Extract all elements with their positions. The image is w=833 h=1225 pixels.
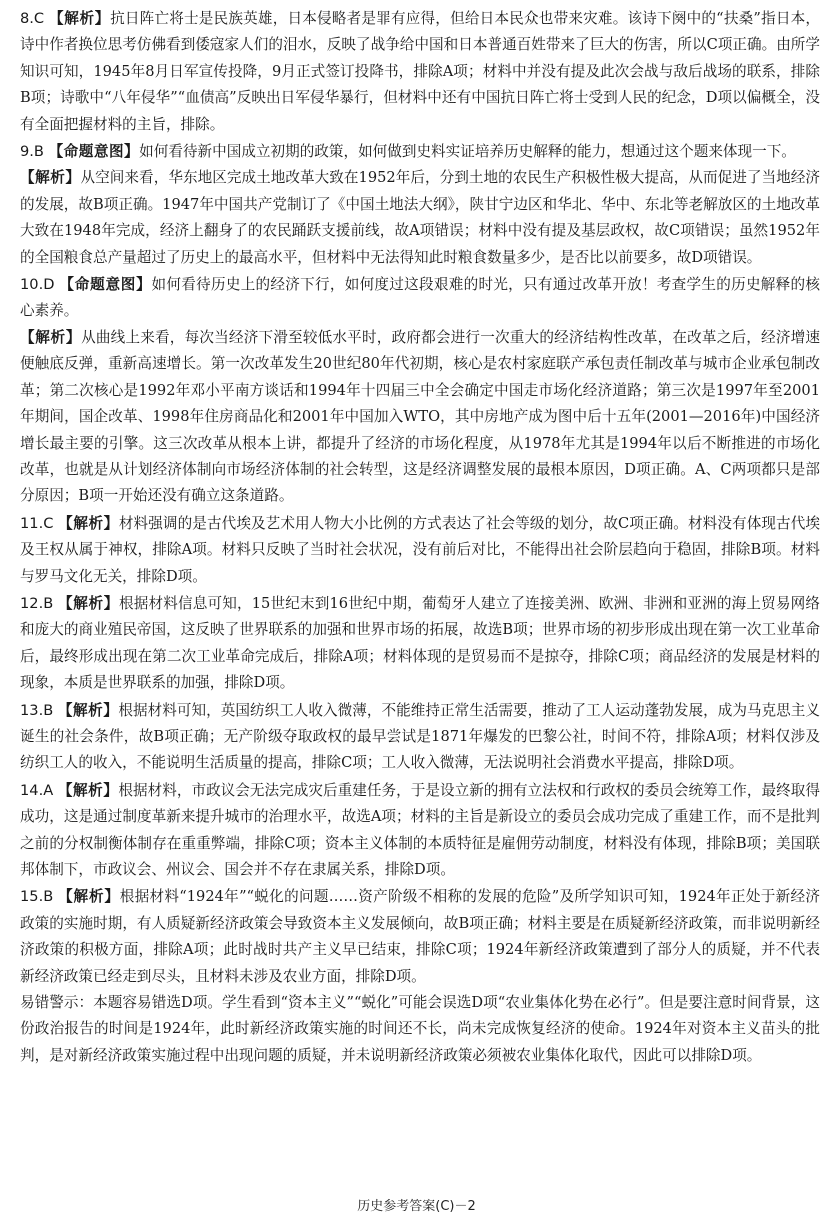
- intent-tag: 【命题意图】: [48, 143, 140, 161]
- answer-number: 9.B: [20, 143, 44, 161]
- analysis-tag: 【解析】: [58, 514, 119, 532]
- analysis-tag: 【解析】: [57, 701, 119, 719]
- analysis-tag: 【解析】: [57, 781, 119, 799]
- error-warning: 易错警示：本题容易错选D项。学生看到“资本主义”“蜕化”可能会误选D项“农业集体化势在必行”。但是要注意时间背景，这份政治报告的时间是1924年，此时新经济政策实施的时间还不长，尚未完成恢复经济的使命。1924年对资本主义苗头的批判，是对新经济政策实施过程中出现问题的质疑，并未说明新经济政策必须被农业集体化取代，因此可以排除D项。: [20, 994, 820, 1064]
- answer-text: 如何看待历史上的经济下行，如何度过这段艰难的时光，只有通过改革开放！考查学生的历史解释的核心素养。: [20, 276, 820, 320]
- answer-number: 15.B: [20, 888, 54, 906]
- answer-item-12: [20, 591, 820, 697]
- answer-text: 如何看待新中国成立初期的政策，如何做到史料实证培养历史解释的能力，想通过这个题来体现一下。: [139, 143, 796, 161]
- analysis-tag: 【解析】: [20, 169, 81, 187]
- answer-number: 13.B: [20, 701, 54, 719]
- answer-text: 根据材料，市政议会无法完成灾后重建任务，于是设立新的拥有立法权和行政权的委员会统筹工作，最终取得成功，这是通过制度革新来提升城市的治理水平，故选A项；材料的主旨是新设立的委员会成功完成了重建工作，而不是批判之前的分权制衡体制存在重重弊端，排除C项；资本主义体制的本质特征是雇佣劳动制度，材料没有体现，排除B项；美国联邦体制下，市政议会、州议会、国会并不存在隶属关系，排除D项。: [20, 781, 820, 878]
- answer-item-14: [20, 778, 820, 884]
- answer-number: 11.C: [20, 514, 54, 532]
- answer-text: 抗日阵亡将士是民族英雄，日本侵略者是罪有应得，但给日本民众也带来灾难。该诗下阕中的“扶桑”指日本，诗中作者换位思考仿佛看到倭寇家人们的泪水，反映了战争给中国和日本普通百姓带来了巨大的伤害，所以C项正确。由所学知识可知，1945年8月日军宣传投降，9月正式签订投降书，排除A项；材料中并没有提及此次会战与敌后战场的联系，排除B项；诗歌中“八年侵华”“血债高”反映出日军侵华暴行，但材料中还有中国抗日阵亡将士受到人民的纪念，D项以偏概全，没有全面把握材料的主旨，排除。: [20, 10, 820, 133]
- answer-item-11: [20, 511, 820, 590]
- page-footer: 历史参考答案(C)－2: [357, 1199, 476, 1214]
- answer-text: 根据材料信息可知，15世纪末到16世纪中期，葡萄牙人建立了连接美洲、欧洲、非洲和亚洲的海上贸易网络和庞大的商业殖民帝国，这反映了世界联系的加强和世界市场的拓展，故选B项；世界市场的初步形成出现在第一次工业革命后，最终形成出现在第二次工业革命完成后，排除A项；材料体现的是贸易而不是掠夺，排除C项；商品经济的发展是材料的现象，本质是世界联系的加强，排除D项。: [20, 594, 820, 692]
- answer-number: 10.D: [20, 276, 55, 294]
- answer-text: 从曲线上来看，每次当经济下滑至较低水平时，政府都会进行一次重大的经济结构性改革，在改革之后，经济增速便触底反弹，重新高速增长。第一次改革发生20世纪80年代初期，核心是农村家庭联产承包责任制改革与城市企业承包制改革；第二次核心是1992年邓小平南方谈话和1994年十四届三中全会确定中国走市场化经济道路；第三次是1997年至2001年期间，国企改革、1998年住房商品化和2001年中国加入WTO，其中房地产成为图中后十五年(2001—2016年)中国经济增长最主要的引擎。这三次改革从根本上讲，都提升了经济的市场化程度，从1978年尤其是1994年以后不断推进的市场化改革，也就是从计划经济体制向市场经济体制的社会转型，这是经济调整发展的最根本原因，D项正确。A、C两项都只是部分原因；B项一开始还没有确立这条道路。: [20, 328, 820, 505]
- answer-document: [20, 6, 820, 1069]
- answer-item-9: [20, 139, 820, 271]
- answer-text: 从空间来看，华东地区完成土地改革大致在1952年后，分到土地的农民生产积极性极大提高，从而促进了当地经济的发展，故B项正确。1947年中国共产党制订了《中国土地法大纲》，陕甘宁边区和华北、华中、东北等老解放区的土地改革大致在1948年完成，经济上翻身了的农民踊跃支援前线，故A项错误；材料中没有提及基层政权，故C项错误；虽然1952年的全国粮食总产量超过了历史上的最高水平，但材料中无法得知此时粮食数量多少，是否比以前要多，故D项错误。: [20, 169, 820, 266]
- answer-text: 根据材料“1924年”“蜕化的问题……资产阶级不相称的发展的危险”及所学知识可知，1924年正处于新经济政策的实施时期，有人质疑新经济政策会导致资本主义发展倾向，故B项正确；材料主要是在质疑新经济政策，而非说明新经济政策的积极方面，排除A项；此时战时共产主义早已结束，排除C项；1924年新经济政策遭到了部分人的质疑，并不代表新经济政策已经走到尽头，且材料未涉及农业方面，排除D项。: [20, 888, 820, 985]
- answer-number: 14.A: [20, 781, 54, 799]
- answer-item-8: [20, 6, 820, 138]
- analysis-tag: 【解析】: [20, 328, 82, 346]
- intent-tag: 【命题意图】: [59, 276, 152, 294]
- answer-item-15: [20, 884, 820, 1069]
- answer-number: 12.B: [20, 594, 54, 612]
- analysis-tag: 【解析】: [58, 594, 120, 612]
- answer-item-13: [20, 698, 820, 777]
- answer-text: 材料强调的是古代埃及艺术用人物大小比例的方式表达了社会等级的划分，故C项正确。材料没有体现古代埃及王权从属于神权，排除A项。材料只反映了当时社会状况，没有前后对比，不能得出社会阶层趋向于稳固，排除B项。材料与罗马文化无关，排除D项。: [20, 514, 821, 585]
- answer-text: 根据材料可知，英国纺织工人收入微薄，不能维持正常生活需要，推动了工人运动蓬勃发展，成为马克思主义诞生的社会条件，故B项正确；无产阶级夺取政权的最早尝试是1871年爆发的巴黎公社，时间不符，排除A项；材料仅涉及纺织工人的收入，不能说明生活质量的提高，排除C项；工人收入微薄，无法说明社会消费水平提高，排除D项。: [20, 701, 820, 772]
- answer-item-10: [20, 272, 820, 510]
- analysis-tag: 【解析】: [58, 888, 120, 906]
- analysis-tag: 【解析】: [48, 10, 111, 27]
- answer-number: 8.C: [20, 10, 45, 27]
